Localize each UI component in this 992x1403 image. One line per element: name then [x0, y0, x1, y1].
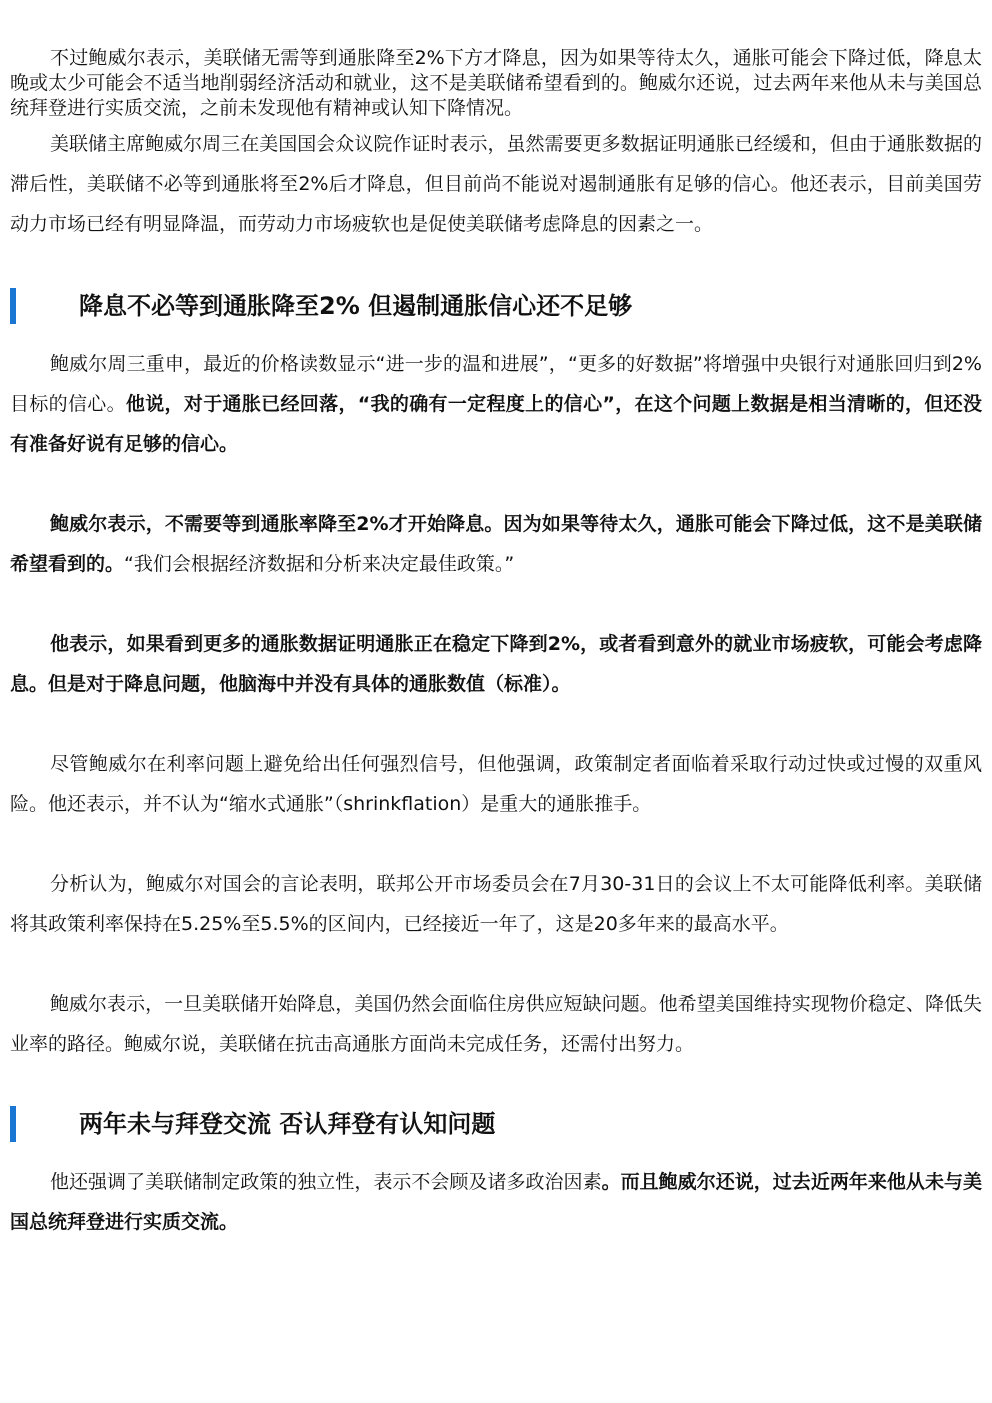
section-accent-bar: [10, 288, 16, 324]
section-accent-bar: [10, 1106, 16, 1142]
paragraph-intro: 不过鲍威尔表示，美联储无需等到通胀降至2%下方才降息，因为如果等待太久，通胀可能会下降过低，降息太晚或太少可能会不适当地削弱经济活动和就业，这不是美联储希望看到的。鲍威尔还说，过去两年来他从未与美国总统拜登进行实质交流，之前未发现他有精神或认知下降情况。: [10, 47, 982, 119]
paragraph-bold-text: 他表示，如果看到更多的通胀数据证明通胀正在稳定下降到2%，或者看到意外的就业市场疲软，可能会考虑降息。但是对于降息问题，他脑海中并没有具体的通胀数值（标准）。: [10, 633, 982, 695]
paragraph-confidence: [10, 344, 982, 464]
section-title: 降息不必等到通胀降至2% 但遏制通胀信心还不足够: [79, 292, 633, 320]
paragraph-no-wait: [10, 504, 982, 584]
paragraph-independence: [10, 1162, 982, 1242]
paragraph-bold-text: 。而且鲍威尔还说，过去近两年来他从未与美国总统拜登进行实质交流。: [10, 1171, 982, 1233]
paragraph-text: 他还强调了美联储制定政策的独立性，表示不会顾及诸多政治因素: [50, 1171, 602, 1193]
paragraph-text: 鲍威尔周三重申，最近的价格读数显示“进一步的温和进展”，“更多的好数据”将增强中央银行对通胀回归到2%目标的信心。: [10, 353, 982, 415]
section-heading-biden: [10, 1106, 982, 1142]
paragraph-bold-text: 鲍威尔表示，不需要等到通胀率降至2%才开始降息。因为如果等待太久，通胀可能会下降过低，这不是美联储希望看到的。: [10, 513, 982, 575]
paragraph-bold-text: 他说，对于通胀已经回落，“我的确有一定程度上的信心”，在这个问题上数据是相当清晰的，但还没有准备好说有足够的信心。: [10, 393, 982, 455]
section-title: 两年未与拜登交流 否认拜登有认知问题: [79, 1110, 496, 1138]
paragraph-testimony: 美联储主席鲍威尔周三在美国国会众议院作证时表示，虽然需要更多数据证明通胀已经缓和，但由于通胀数据的滞后性，美联储不必等到通胀将至2%后才降息，但目前尚不能说对遏制通胀有足够的信心。他还表示，目前美国劳动力市场已经有明显降温，而劳动力市场疲软也是促使美联储考虑降息的因素之一。: [10, 133, 982, 235]
section-heading-rate-cut: [10, 288, 982, 324]
paragraph-risks: 尽管鲍威尔在利率问题上避免给出任何强烈信号，但他强调，政策制定者面临着采取行动过快或过慢的双重风险。他还表示，并不认为“缩水式通胀”（shrinkflation）是重大的通胀推手。: [10, 753, 982, 815]
paragraph-housing: 鲍威尔表示，一旦美联储开始降息，美国仍然会面临住房供应短缺问题。他希望美国维持实现物价稳定、降低失业率的路径。鲍威尔说，美联储在抗击高通胀方面尚未完成任务，还需付出努力。: [10, 993, 982, 1055]
paragraph-conditions: [10, 624, 982, 704]
paragraph-text: “我们会根据经济数据和分析来决定最佳政策。”: [124, 553, 515, 575]
article-body: [10, 46, 982, 1242]
paragraph-analysis: 分析认为，鲍威尔对国会的言论表明，联邦公开市场委员会在7月30-31日的会议上不太可能降低利率。美联储将其政策利率保持在5.25%至5.5%的区间内，已经接近一年了，这是20多年来的最高水平。: [10, 873, 982, 935]
